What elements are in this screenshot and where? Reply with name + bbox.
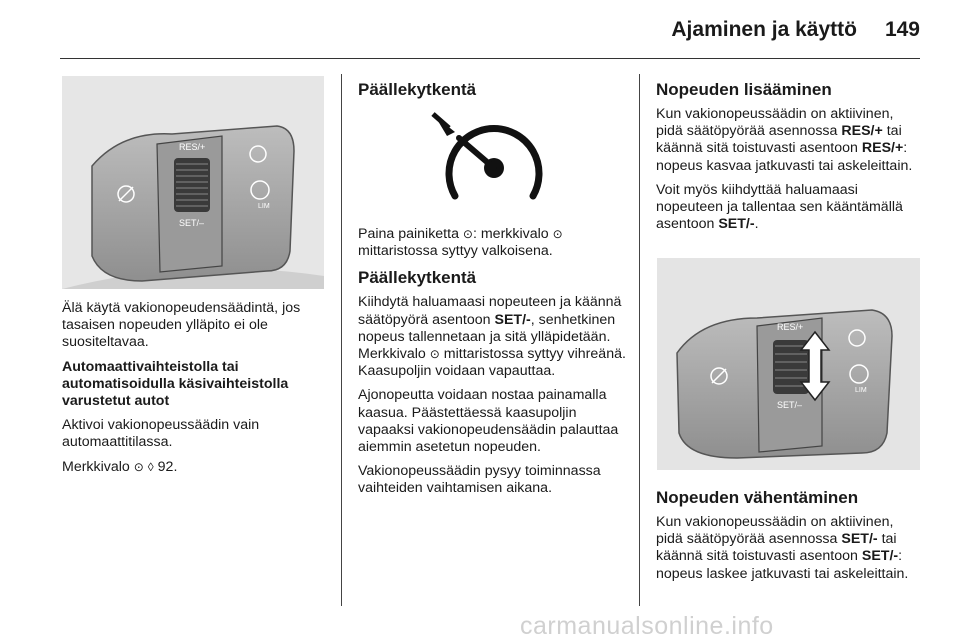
text-span: tai käännä sitä toistuvasti asentoon [656, 531, 897, 565]
text-span: SET/- [718, 216, 755, 233]
res-label: RES/+ [179, 142, 206, 152]
col3-paragraph-1 [656, 106, 922, 175]
page-ref: 92. [157, 458, 178, 475]
column-divider-1 [341, 74, 342, 606]
text-span: SET/- [861, 548, 899, 565]
text-span: SET/- [494, 311, 531, 328]
text-span: RES/+ [861, 140, 904, 157]
res-label-2: RES/+ [777, 322, 804, 332]
set-label-2: SET/– [777, 400, 803, 410]
text-span: : nopeus laskee jatkuvasti tai askeleittain. [656, 548, 909, 582]
page-reference-icon: ◊ [147, 459, 154, 474]
text-span: mittaristossa syttyy valkoisena. [358, 243, 553, 260]
col1-paragraph-2: Aktivoi vakionopeussäädin vain automaattitilassa. [62, 417, 260, 451]
col1-heading-auto: Automaattivaihteistolla tai automatisoidulla käsivaihteistolla varustetut autot [62, 358, 289, 410]
text-span: Kun vakionopeussäädin on aktiivinen, pidä säätöpyörää asennossa [656, 514, 894, 548]
text-span: SET/- [841, 531, 878, 548]
col2-heading-1: Päällekytkentä [358, 80, 477, 99]
cruise-control-symbol [355, 108, 620, 218]
text-span: Paina painiketta [358, 226, 459, 242]
col1-paragraph-3 [62, 459, 332, 476]
column-divider-2 [639, 74, 640, 606]
text-span: , senhetkinen nopeus tallennetaan ja sitä ylläpidetään. Merkkivalo [358, 311, 616, 363]
text-span: . [754, 216, 759, 233]
col3-heading-2: Nopeuden vähentäminen [656, 488, 859, 507]
text-span: Merkkivalo [62, 458, 130, 475]
cruise-control-icon: ⊙ [462, 227, 473, 241]
column-2-body [358, 226, 628, 505]
wheel-adjust-figure [657, 258, 920, 470]
wheel-adjust-illustration [657, 258, 920, 470]
col2-paragraph-1 [358, 226, 628, 260]
set-label: SET/– [179, 218, 205, 228]
cruise-control-symbol-figure [355, 108, 620, 218]
watermark: carmanualsonline.info [520, 612, 774, 640]
text-span: : merkkivalo [472, 226, 549, 242]
col3-paragraph-2 [656, 182, 922, 234]
col2-paragraph-3: Ajonopeutta voidaan nostaa painamalla kaasua. Päästettäessä kaasupoljin vapaaksi vakionopeudensäädin palauttaa aiemmin asetetun nopeuden. [358, 387, 619, 456]
page-number: 149 [884, 18, 920, 41]
column-3 [656, 80, 922, 240]
column-2 [358, 80, 628, 106]
cruise-control-icon: ⊙ [133, 459, 144, 474]
text-span: Kiihdytä haluamaasi nopeuteen ja käännä säätöpyörä asentoon [358, 294, 622, 328]
text-span: tai käännä sitä toistuvasti asentoon [656, 123, 902, 157]
cruise-control-icon: ⊙ [552, 227, 563, 241]
steering-wheel-controls-illustration [62, 76, 324, 289]
col3-paragraph-3 [656, 514, 922, 583]
col1-paragraph-1: Älä käytä vakionopeudensäädintä, jos tasaisen nopeuden ylläpito ei ole suositeltavaa. [62, 300, 301, 351]
col3-heading-1: Nopeuden lisääminen [656, 80, 832, 99]
text-span: Kun vakionopeussäädin on aktiivinen, pidä säätöpyörää asennossa [656, 106, 894, 140]
text-span: Voit myös kiihdyttää haluamaasi nopeuteen ja tallentaa sen kääntämällä asentoon [656, 181, 903, 233]
text-span: RES/+ [841, 123, 883, 140]
column-3-lower [656, 488, 922, 590]
steering-wheel-controls-figure [62, 76, 324, 289]
col2-heading-2: Päällekytkentä [358, 268, 477, 288]
page-header [671, 18, 920, 42]
column-1 [62, 300, 332, 483]
lim-label: LIM [258, 203, 270, 210]
text-span: : nopeus kasvaa jatkuvasti tai askeleittain. [656, 140, 913, 174]
col2-paragraph-2 [358, 294, 628, 380]
text-span: mittaristossa syttyy vihreänä. Kaasupoljin voidaan vapauttaa. [358, 346, 626, 380]
header-rule [60, 58, 920, 59]
col2-paragraph-4: Vakionopeussäädin pysyy toiminnassa vaihteiden vaihtamisen aikana. [358, 463, 601, 497]
lim-label-2: LIM [855, 387, 867, 394]
cruise-control-icon: ⊙ [429, 347, 440, 362]
header-title: Ajaminen ja käyttö [671, 18, 857, 41]
